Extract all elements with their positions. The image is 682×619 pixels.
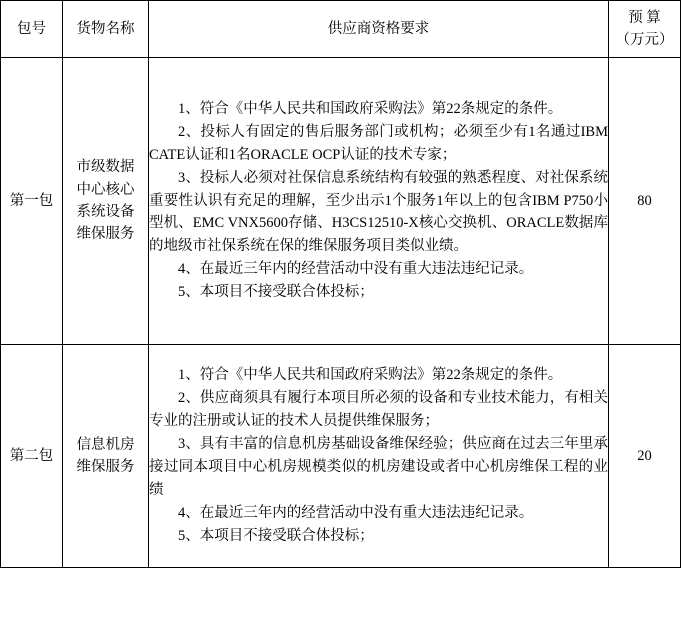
row1-goods-name [63,58,149,345]
row1-requirement-item: 2、投标人有固定的售后服务部门或机构；必须至少有1名通过IBM CATE认证和1名ORACLE OCP认证的技术专家； [149,123,608,163]
table-header-row [1,1,681,58]
row2-requirements [149,345,609,568]
table-row [1,345,681,568]
row1-requirements [149,58,609,345]
header-package: 包号 [1,1,63,58]
row2-budget: 20 [609,345,681,568]
row2-requirement-item: 2、供应商须具有履行本项目所必须的设备和专业技术能力，有相关专业的注册或认证的技术人员提供维保服务； [149,390,608,430]
row2-goods-name [63,345,149,568]
header-goods-name: 货物名称 [63,1,149,58]
row2-requirement-item: 5、本项目不接受联合体投标； [178,527,374,544]
row2-package: 第二包 [1,345,63,568]
row1-requirement-item: 1、符合《中华人民共和国政府采购法》第22条规定的条件。 [178,100,563,117]
row2-requirement-item: 3、具有丰富的信息机房基础设备维保经验；供应商在过去三年里承接过同本项目中心机房规模类似的机房建设或者中心机房维保工程的业绩 [149,436,608,498]
row1-requirement-item: 3、投标人必须对社保信息系统结构有较强的熟悉程度、对社保系统重要性认识有充足的理解，至少出示1个服务1年以上的包含IBM P750小型机、EMC VNX5600存储、H3CS12510-X核心交换机、ORACLE数据库的地级市社保系统在保的维保服务项目类似业绩。 [149,169,608,255]
row1-goods-name-line2: 中心核心 [76,181,135,198]
table-row [1,58,681,345]
header-budget [609,1,681,58]
row1-goods-name-line3: 系统设备 [76,204,135,220]
header-budget-line1: 预 算 [628,9,661,26]
row1-requirement-item: 4、在最近三年内的经营活动中没有重大违法违纪记录。 [178,261,534,278]
header-requirements: 供应商资格要求 [149,1,609,58]
row1-package: 第一包 [1,58,63,345]
row2-goods-name-line2: 维保服务 [76,459,135,475]
row2-goods-name-line1: 信息机房 [76,436,135,453]
header-budget-line2: （万元） [615,32,674,48]
row1-budget: 80 [609,58,681,345]
row1-goods-name-line1: 市级数据 [76,159,135,176]
row2-requirement-item: 4、在最近三年内的经营活动中没有重大违法违纪记录。 [178,504,534,521]
row1-goods-name-line4: 维保服务 [76,226,135,243]
row2-requirement-item: 1、符合《中华人民共和国政府采购法》第22条规定的条件。 [178,367,563,384]
row1-requirement-item: 5、本项目不接受联合体投标； [178,284,374,301]
